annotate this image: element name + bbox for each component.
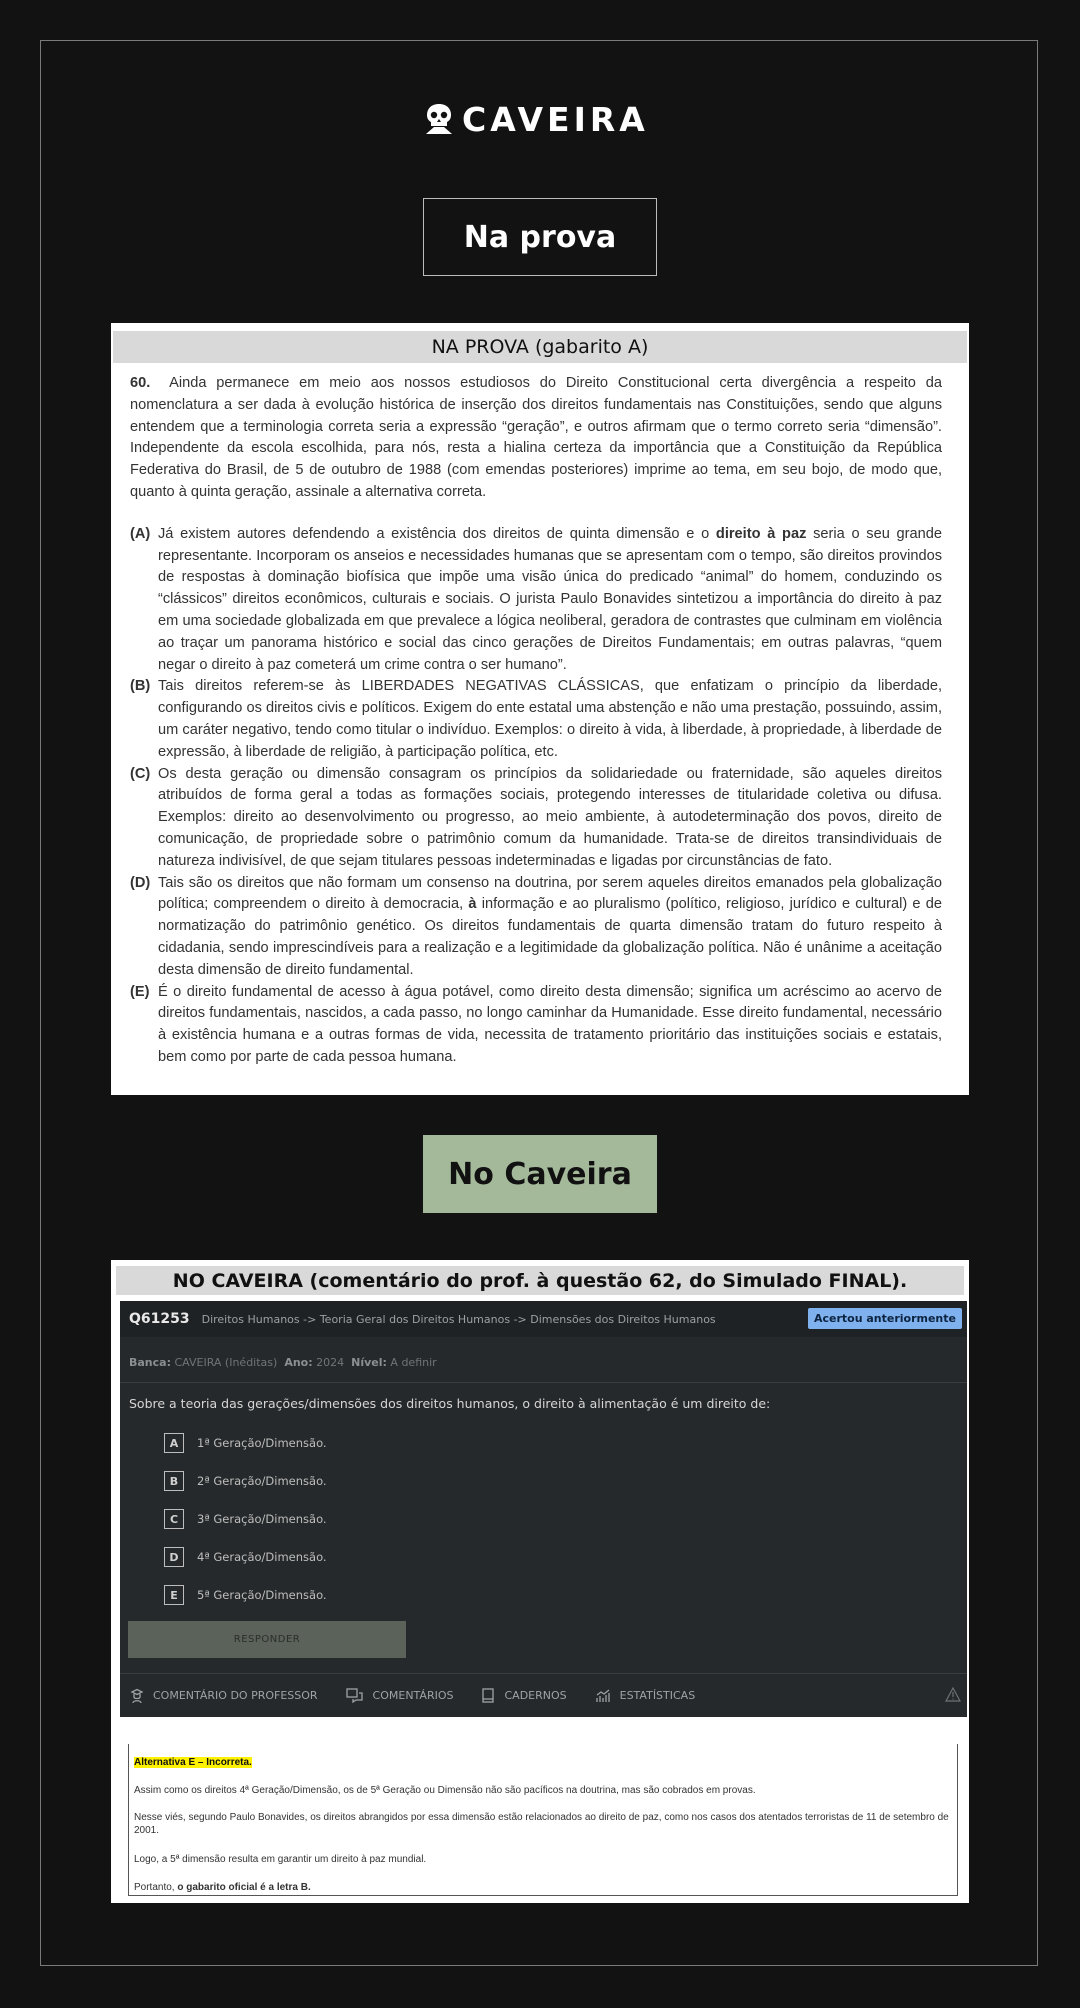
exam-panel-title: NA PROVA (gabarito A) (113, 331, 967, 363)
notebook-icon (481, 1688, 495, 1704)
option-text-part: informação e ao pluralismo (político, religioso, jurídico e cultural) e de normatização do patrimônio genético. Os direitos fundamentais de quarta dimensão tratam do futuro respeito à cidadania, sendo imprescindíveis para a realização e a legitimidade da globalização política. Não é unânime a aceitação desta dimensão de direito fundamental. (158, 896, 942, 978)
exam-option-text: Tais direitos referem-se às LIBERDADES NEGATIVAS CLÁSSICAS, que enfatizam o princípio da liberdade, configurando os direitos civis e políticos. Exigem do ente estatal uma abstenção e não uma prestação, possuindo, assim, um caráter negativo, tendo como titular o indivíduo. Exemplos: o direito à vida, à liberdade, à propriedade, à liberdade de expressão, à liberdade de religião, à participação política, etc. (158, 678, 942, 760)
caveira-panel (111, 1260, 969, 1903)
alternative-letter[interactable]: A (164, 1433, 184, 1453)
comment-text-bold: o gabarito oficial é a letra B. (177, 1882, 311, 1893)
meta-ano: 2024 (316, 1356, 345, 1369)
exam-option-letter: (E) (130, 983, 150, 1000)
divider (120, 1382, 967, 1383)
question-stem: Sobre a teoria das gerações/dimensões dos direitos humanos, o direito à alimentação é um direito de: (129, 1396, 771, 1411)
exam-option-text (158, 524, 942, 677)
alternative-letter[interactable]: D (164, 1547, 184, 1567)
professor-comment (128, 1744, 958, 1896)
option-text-part: Tais são os direitos que não formam um consenso na doutrina, por serem aqueles direitos emanados pela globalização política; compreendem o direito à democracia, (158, 874, 942, 913)
exam-option-d (130, 873, 942, 982)
breadcrumb[interactable]: Direitos Humanos -> Teoria Geral dos Direitos Humanos -> Dimensões dos Direitos Humanos (201, 1312, 716, 1326)
question-header (120, 1301, 967, 1337)
brand-name: CAVEIRA (462, 99, 649, 139)
tab-label: CADERNOS (504, 1689, 567, 1702)
alternative-text[interactable]: 5ª Geração/Dimensão. (197, 1588, 327, 1602)
exam-option-letter: (C) (130, 765, 151, 782)
question-meta (129, 1356, 437, 1369)
exam-question-number: 60. (130, 375, 151, 391)
alternative-a[interactable] (164, 1432, 327, 1454)
option-text-part: Já existem autores defendendo a existência dos direitos de quinta dimensão e o (158, 525, 716, 542)
highlighted-text: Alternativa E – Incorreta. (134, 1757, 252, 1768)
tab-comments[interactable] (346, 1688, 454, 1704)
exam-question-stem (130, 373, 942, 504)
section-label-caveira: No Caveira (423, 1135, 657, 1213)
meta-label: Nível: (351, 1356, 387, 1369)
meta-label: Banca: (129, 1356, 171, 1369)
tab-professor-comment[interactable] (130, 1688, 318, 1704)
alternative-text[interactable]: 4ª Geração/Dimensão. (197, 1550, 327, 1564)
exam-question-panel (111, 323, 969, 1095)
option-text-bold: direito à paz (715, 525, 807, 542)
exam-option-a (130, 524, 942, 677)
exam-option-e (130, 982, 942, 1069)
exam-option-letter: (A) (130, 525, 151, 542)
brand-logo (424, 100, 649, 138)
exam-option-letter: (D) (130, 874, 151, 891)
exam-option-text: É o direito fundamental de acesso à água potável, como direito desta dimensão; significa um acréscimo ao acervo de direitos fundamentais, nascidos, a cada passo, no longo caminhar da Humanidade. Esse direito fundamental, necessário à existência humana e a outras formas de vida, necessita de tratamento prioritário das instituições sociais e estatais, bem como por parte de cada pessoa humana. (158, 983, 942, 1065)
comments-icon (346, 1688, 364, 1704)
comment-text: Portanto, (134, 1882, 178, 1893)
teacher-icon (130, 1688, 144, 1704)
exam-question-text: Ainda permanece em meio aos nossos estudiosos do Direito Constitucional certa divergência a respeito da nomenclatura a ser dada à evolução histórica de inserção dos direitos fundamentais nas Constituições, sendo que alguns entendem que a terminologia correta seria a expressão “geração”, e outros afirmam que o termo correto seria “dimensão”. Independente da escola escolhida, para nós, resta a hialina certeza da importância que a Constituição da República Federativa do Brasil, de 5 de outubro de 1988 (com emendas posteriores) imprime ao tema, em seu bojo, de modo que, quanto à quinta geração, assinale a alternativa correta. (130, 375, 942, 500)
option-text-part: seria o seu grande representante. Incorporam os anseios e necessidades humanas que se apresentam com o tempo, são direitos provindos de respostas à dominação biofísica que impõe uma visão única do predicado “animal” do homem, conduzindo os “clássicos” direitos econômicos, culturais e sociais. O jurista Paulo Bonavides sintetizou a importância do direito à paz em uma sociedade globalizada em que prevalece a lógica neoliberal, geradora de contrastes que culminam em violência ao traçar um panorama histórico e social das cinco gerações de Direitos Fundamentais; em outras palavras, “quem negar o direito à paz cometerá um crime contra o ser humano”. (158, 525, 942, 673)
alternative-letter[interactable]: B (164, 1471, 184, 1491)
exam-option-b (130, 676, 942, 763)
tab-statistics[interactable] (595, 1688, 696, 1704)
alternative-d[interactable] (164, 1546, 327, 1568)
meta-banca: CAVEIRA (Inéditas) (174, 1356, 278, 1369)
status-badge: Acertou anteriormente (808, 1308, 962, 1329)
meta-nivel: A definir (390, 1356, 437, 1369)
comment-paragraph: Logo, a 5ª dimensão resulta em garantir um direito à paz mundial. (134, 1854, 427, 1865)
alternative-letter[interactable]: C (164, 1509, 184, 1529)
exam-option-letter: (B) (130, 678, 151, 695)
comment-paragraph: Assim como os direitos 4ª Geração/Dimensão, os de 5ª Geração ou Dimensão não são pacíficos na doutrina, mas são cobrados em provas. (134, 1785, 756, 1796)
question-app-screen (120, 1301, 967, 1717)
alternative-e[interactable] (164, 1584, 327, 1606)
section-label-exam: Na prova (423, 198, 657, 276)
exam-question-body (130, 373, 942, 1069)
tab-label: COMENTÁRIOS (372, 1689, 454, 1702)
exam-option-text (158, 873, 942, 982)
alternative-letter[interactable]: E (164, 1585, 184, 1605)
exam-option-text: Os desta geração ou dimensão consagram os princípios da solidariedade ou fraternidade, são aqueles direitos atribuídos de forma geral a todas as formações sociais, protegendo interesses de titularidade coletiva ou difusa. Exemplos: direito ao desenvolvimento ou progresso, ao meio ambiente, à autodeterminação dos povos, direito de comunicação, de propriedade sobre o patrimônio comum da humanidade. Trata-se de direitos transindividuais de natureza indivisível, de que sejam titulares pessoas indeterminadas e ligadas por circunstâncias de fato. (158, 765, 942, 869)
caveira-panel-title: NO CAVEIRA (comentário do prof. à questão 62, do Simulado FINAL). (116, 1266, 964, 1295)
tab-label: COMENTÁRIO DO PROFESSOR (153, 1689, 318, 1702)
alternative-text[interactable]: 2ª Geração/Dimensão. (197, 1474, 327, 1488)
stats-icon (595, 1688, 611, 1704)
alternative-b[interactable] (164, 1470, 327, 1492)
warning-icon[interactable] (945, 1687, 961, 1702)
question-id[interactable]: Q61253 (129, 1311, 190, 1327)
exam-option-c (130, 764, 942, 873)
alternative-c[interactable] (164, 1508, 327, 1530)
question-tabs (120, 1674, 967, 1717)
comment-conclusion (134, 1881, 952, 1894)
tab-label: ESTATÍSTICAS (619, 1689, 696, 1702)
meta-label: Ano: (284, 1356, 313, 1369)
alternative-text[interactable]: 1ª Geração/Dimensão. (197, 1436, 327, 1450)
alternative-text[interactable]: 3ª Geração/Dimensão. (197, 1512, 327, 1526)
comment-paragraph: Nesse viés, segundo Paulo Bonavides, os direitos abrangidos por essa dimensão estão relacionados ao direito de paz, como nos casos dos atentados terroristas de 11 de setembro de 2001. (134, 1812, 949, 1836)
tab-notebooks[interactable] (481, 1688, 566, 1704)
skull-icon (424, 103, 454, 135)
comment-highlight (134, 1756, 952, 1769)
option-text-bold: à (468, 896, 477, 913)
answer-button[interactable]: RESPONDER (128, 1621, 406, 1658)
